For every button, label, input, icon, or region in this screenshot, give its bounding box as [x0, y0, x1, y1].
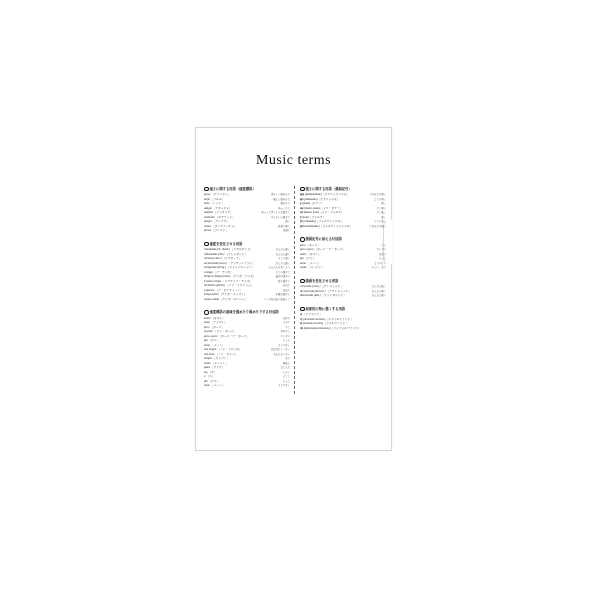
term-name: andante ［アンダンテ］ — [204, 211, 234, 215]
term-row — [300, 266, 386, 271]
term-name: allegro ［アレグロ］ — [204, 220, 230, 224]
term-name: poco a poco ［ポーコ・ア・ポーコ］ — [300, 248, 346, 252]
term-name: meno ［メーノ］ — [300, 261, 321, 265]
term-name: L'istesso tempo ［リステッソ・テンポ］ — [204, 279, 253, 283]
term-name: fff (fortississimo)［フォルティッシッシモ］ — [300, 224, 353, 228]
term-row — [204, 384, 290, 389]
term-name: meno ［メーノ］ — [204, 384, 225, 388]
term-meaning: だんだんせきこんで — [268, 266, 290, 270]
term-meaning: 自由に — [282, 284, 290, 288]
term-meaning: 最初の速さで — [275, 275, 290, 279]
section-heading — [300, 278, 386, 283]
term-reading: (mezzo piano)［メゾ・ピアノ］ — [304, 206, 343, 210]
term-name: più ［ピウ］ — [204, 339, 220, 343]
section-heading — [204, 241, 290, 246]
term-name: un poco ［ウン・ポーコ］ — [204, 330, 237, 334]
term-section — [300, 186, 386, 229]
bullet-icon — [204, 187, 209, 192]
term-reading: ［モルト］ — [211, 316, 226, 320]
clear-file-folder — [195, 127, 392, 451]
term-row — [300, 294, 386, 299]
term-name: ritardando (rit. ritard.) ［リタルダンド］ — [204, 248, 253, 252]
section-heading — [204, 186, 290, 191]
term-meaning: 中ぐらいの速さで — [270, 215, 290, 219]
term-reading: ［ピウ］ — [208, 339, 220, 343]
term-name: crescendo (cresc.) ［クレシェンド］ — [300, 285, 344, 289]
term-reading: ［アッサイ］ — [210, 321, 227, 325]
term-reading: ［センプレ］ — [212, 357, 230, 361]
term-name: p (piano)［ピアノ］ — [300, 202, 324, 206]
section-heading-text: 強弱記号に添える付加語 — [305, 237, 342, 242]
term-meaning: だんだん弱く — [371, 294, 386, 298]
term-meaning: できるだけ弱く — [369, 193, 386, 197]
term-reading: ［ディミヌエンド］ — [321, 294, 347, 298]
section-heading-text: 強さに関する用語（強弱記号） — [305, 187, 352, 191]
term-name: fz (forzando forzato)［フォルツァンド］ — [300, 322, 349, 325]
term-name: a tempo ［ア・テンポ］ — [204, 270, 234, 274]
term-meaning: 急速に — [282, 229, 290, 233]
bullet-icon — [204, 242, 209, 247]
bullet-icon — [204, 310, 209, 315]
term-name: presto ［プレスト］ — [204, 229, 229, 233]
term-reading: ［クアジ］ — [210, 366, 225, 370]
term-meaning: テンポを自由に加減して — [263, 297, 290, 301]
term-name: rfz (rinforzando rinforzato)［リンフォルツァンド］ — [300, 326, 362, 330]
term-reading: ［ピウ］ — [208, 379, 220, 383]
term-reading: (fortississimo)［フォルティッシッシモ］ — [303, 224, 353, 228]
term-reading: ［メーノ］ — [210, 384, 225, 388]
term-name: rallentando (rall.) ［ラレンタンド］ — [204, 252, 248, 256]
term-meaning: 十分に — [282, 321, 290, 325]
term-meaning: 少し — [381, 243, 386, 247]
term-reading: ［ア・ピアチェーレ］ — [215, 288, 243, 292]
page-title: Music terms — [255, 153, 332, 168]
term-reading: (pianississimo)［ピアニッシッシモ］ — [304, 193, 350, 197]
term-reading: (fortissimo)［フォルティッシモ］ — [302, 220, 344, 224]
term-meaning: 少しずつ — [280, 334, 290, 338]
term-meaning: 少し弱く — [376, 206, 386, 210]
term-meaning: はなはだしくなく — [270, 348, 290, 352]
term-reading: ［ラレンタンド］ — [225, 252, 248, 256]
term-name: mf (mezzo forte)［メゾ・フォルテ］ — [300, 211, 344, 215]
term-name: e ［エ］ — [204, 375, 215, 379]
term-reading: ［ヴィヴァーチェ］ — [211, 224, 237, 228]
term-name: accelerando (accel.) ［アッチェレランド］ — [204, 261, 256, 265]
term-reading: ［テンポ・ルバート］ — [219, 297, 248, 301]
term-meaning: ほとんど — [280, 366, 290, 370]
term-meaning: 同じ速さで — [278, 279, 290, 283]
term-reading: ［クレシェンド］ — [321, 285, 344, 289]
term-reading: ［デクレシェンド］ — [326, 289, 352, 293]
term-meaning: 重々しく緩やかに — [270, 193, 290, 197]
term-section — [204, 186, 290, 234]
term-name: molto ［モルト］ — [204, 316, 226, 320]
term-meaning: ゆっくり歩くような速さで — [261, 211, 290, 215]
term-reading: (mezzo forte)［メゾ・フォルテ］ — [303, 211, 344, 215]
term-meaning: 非常に — [378, 252, 386, 256]
term-meaning: 弱く — [381, 202, 386, 206]
term-meaning: 自由に — [282, 288, 290, 292]
term-reading: ［アンダンテ］ — [213, 211, 234, 215]
term-name: molto ［モルト］ — [300, 252, 322, 256]
term-meaning: やや少し — [280, 330, 290, 334]
term-meaning: すぐに遅く — [278, 257, 290, 261]
term-name: tempo rubato ［テンポ・ルバート］ — [204, 297, 248, 301]
section-heading — [204, 309, 290, 314]
term-name: f (forte)［フォルテ］ — [300, 215, 326, 219]
term-meaning: だんだん弱く — [371, 289, 386, 293]
term-meaning: だんだん遅く — [275, 252, 290, 256]
term-meaning: 速く — [285, 220, 290, 224]
term-reading: ［マ］ — [208, 370, 217, 374]
term-reading: ［ア・テンポ］ — [213, 270, 234, 274]
term-meaning: より少なく — [278, 343, 290, 347]
term-meaning: 同様に — [282, 361, 290, 365]
term-meaning: 強く — [381, 215, 386, 219]
column-divider — [294, 186, 296, 394]
term-meaning: そして — [282, 375, 290, 379]
term-name: più ［ピウ］ — [300, 257, 316, 261]
term-meaning: もっと — [378, 257, 386, 261]
term-meaning: 少し強く — [376, 211, 386, 215]
term-name: più ［ピウ］ — [204, 379, 220, 383]
term-reading: ［グラーヴェ］ — [211, 193, 231, 197]
right-column — [300, 186, 386, 338]
term-name: meno ［メーノ］ — [204, 343, 225, 347]
term-name: non tanto ［ノン・タント］ — [204, 352, 238, 356]
term-name: decrescendo (decresc.) ［デクレシェンド］ — [300, 289, 352, 293]
term-meaning: より少なく — [278, 384, 290, 388]
term-row — [300, 327, 386, 332]
term-section — [300, 278, 386, 299]
term-meaning: とても弱く — [374, 197, 386, 201]
term-reading: ［ストリンジェンド］ — [226, 266, 255, 270]
term-meaning: もとの速さで — [275, 270, 290, 274]
term-reading: ［アッチェレランド］ — [227, 261, 256, 265]
section-heading-text: 速さに関する用語（速度標語） — [209, 187, 256, 191]
term-name: poco a poco ［ポーコ・ア・ポーコ］ — [204, 334, 250, 338]
term-meaning: 緩やかに — [280, 202, 290, 206]
term-reading: ［アクセント］ — [302, 313, 323, 316]
term-meaning: とても強く — [374, 220, 386, 224]
term-meaning: できるだけ強く — [369, 224, 386, 228]
term-name: ff (fortissimo)［フォルティッシモ］ — [300, 220, 344, 224]
term-name: quasi ［クアジ］ — [204, 366, 225, 370]
term-reading: ［モデラート］ — [215, 215, 236, 219]
term-reading: ［メーノ］ — [210, 343, 225, 347]
term-name: sf ［アクセント］ — [300, 313, 323, 316]
term-reading: ［シーミレ］ — [211, 361, 229, 365]
term-name: sempre ［センプレ］ — [204, 357, 230, 361]
bullet-icon — [300, 307, 305, 312]
term-meaning: 少しずつ — [376, 248, 386, 252]
term-meaning: 活発に速く — [278, 224, 290, 228]
term-reading: ［テンポ・プリモ］ — [231, 275, 256, 279]
term-meaning: ゆっくりと — [278, 206, 290, 210]
term-reading: ［ノン・タント］ — [215, 352, 238, 356]
term-reading: (forte)［フォルテ］ — [301, 215, 326, 219]
term-name: diminuendo (dim.) ［ディミヌエンド］ — [300, 294, 347, 298]
term-meaning: しかし — [282, 370, 290, 374]
term-reading: (forzando forzato)［フォルツァンド］ — [302, 322, 349, 325]
term-name: a piacere ［ア・ピアチェーレ］ — [204, 288, 243, 292]
term-name: grave ［グラーヴェ］ — [204, 193, 231, 197]
term-name: Tempo I (Tempo primo) ［テンポ・プリモ］ — [204, 275, 256, 279]
term-meaning: 常に — [285, 357, 290, 361]
term-reading: ［プレスト］ — [211, 229, 229, 233]
term-reading: (pianissimo)［ピアニッシモ］ — [303, 197, 340, 201]
term-meaning: だんだん強く — [371, 285, 386, 289]
term-reading: ［メーノ］ — [306, 261, 321, 265]
term-meaning: 少し — [285, 325, 290, 329]
term-name: vivace ［ヴィヴァーチェ］ — [204, 224, 237, 228]
term-reading: ［ポーコ・ア・ポーコ］ — [314, 248, 346, 252]
term-reading: ［アド・リビトゥム］ — [225, 284, 254, 288]
section-heading-text: 強弱を変化させる用語 — [305, 278, 339, 283]
term-reading: ［エ］ — [205, 375, 215, 379]
term-name: non troppo ［ノン・トロッポ］ — [204, 348, 242, 352]
term-meaning: 幅広く緩やかに — [273, 197, 290, 201]
term-section — [204, 241, 290, 302]
term-section — [300, 236, 386, 270]
term-reading: ［リタルダンド］ — [230, 248, 253, 252]
term-meaning: すぐに、急に — [371, 266, 386, 270]
term-name: subito ［スービト］ — [300, 266, 325, 270]
term-name: ma ［マ］ — [204, 370, 217, 374]
bullet-icon — [300, 187, 305, 192]
term-section — [300, 306, 386, 331]
section-heading-text: 速度を変化させる用語 — [209, 241, 243, 246]
term-reading: ［ポーコ］ — [306, 243, 321, 247]
term-reading: ［ピウ］ — [304, 257, 316, 261]
term-name: lento ［レント］ — [204, 202, 225, 206]
term-name: adagio ［アダージョ］ — [204, 206, 232, 210]
term-reading: (rinforzando rinforzato)［リンフォルツァンド］ — [303, 326, 362, 330]
term-meaning: もっと — [282, 339, 290, 343]
term-name: ad libitum (ad lib.) ［アド・リビトゥム］ — [204, 284, 254, 288]
bullet-icon — [300, 279, 305, 284]
term-name: ppp (pianississimo)［ピアニッシッシモ］ — [300, 193, 350, 197]
term-reading: ［アレグロ］ — [212, 220, 230, 224]
term-reading: ［スービト］ — [307, 266, 325, 270]
term-reading: (piano)［ピアノ］ — [302, 202, 324, 206]
term-name: moderato ［モデラート］ — [204, 215, 236, 219]
section-heading — [300, 236, 386, 241]
left-column — [204, 186, 290, 396]
term-meaning: だんだん速く — [275, 261, 290, 265]
term-name: simile ［シーミレ］ — [204, 361, 229, 365]
term-name: sf (sforzando sforzato)［スフォルツァンド］ — [300, 317, 354, 321]
term-reading: ［ポーコ・ア・ポーコ］ — [218, 334, 250, 338]
section-heading-text: 局部的に特に強くする用語 — [305, 306, 346, 311]
term-reading: ［リテヌート］ — [222, 257, 242, 261]
term-name: pp (pianissimo)［ピアニッシモ］ — [300, 197, 340, 201]
section-heading — [300, 306, 386, 311]
term-meaning: だんだん遅く — [275, 248, 290, 252]
section-heading — [300, 186, 386, 191]
term-name: stringendo (string.) ［ストリンジェンド］ — [204, 266, 255, 270]
term-section — [204, 309, 290, 388]
term-reading: ［ウン・ポーコ］ — [213, 330, 237, 334]
term-name: largo ［ラルゴ］ — [204, 197, 225, 201]
term-name: ritenuto (riten.) ［リテヌート］ — [204, 257, 242, 261]
term-meaning: 正確な速さで — [275, 293, 290, 297]
bullet-icon — [300, 237, 305, 242]
term-reading: ［リステッソ・テンポ］ — [221, 279, 253, 283]
term-reading: ［ポーコ］ — [210, 325, 225, 329]
term-row — [204, 298, 290, 303]
term-reading: ［アダージョ］ — [212, 206, 232, 210]
term-meaning: あまり多くなく — [273, 352, 290, 356]
term-reading: (sforzando sforzato)［スフォルツァンド］ — [302, 317, 354, 321]
term-name: poco ［ポーコ］ — [204, 325, 225, 329]
term-meaning: より少なく — [374, 261, 386, 265]
term-reading: ［モルト］ — [307, 252, 322, 256]
section-heading-text: 速度標語の意味を強めたり弱めたりする付加語 — [209, 310, 279, 315]
term-reading: ［ラルゴ］ — [210, 197, 225, 201]
term-row — [204, 229, 290, 234]
term-meaning: 非常に — [282, 316, 290, 320]
term-meaning: もっと — [282, 379, 290, 383]
term-name: mp (mezzo piano)［メゾ・ピアノ］ — [300, 206, 343, 210]
term-name: assai ［アッサイ］ — [204, 321, 227, 325]
term-reading: ［ノン・トロッポ］ — [216, 348, 242, 352]
term-row — [300, 225, 386, 230]
term-name: tempo giusto ［テンポ・ジュスト］ — [204, 293, 247, 297]
term-name: poco ［ポーコ］ — [300, 243, 321, 247]
term-reading: ［レント］ — [210, 202, 225, 206]
term-reading: ［テンポ・ジュスト］ — [219, 293, 247, 297]
